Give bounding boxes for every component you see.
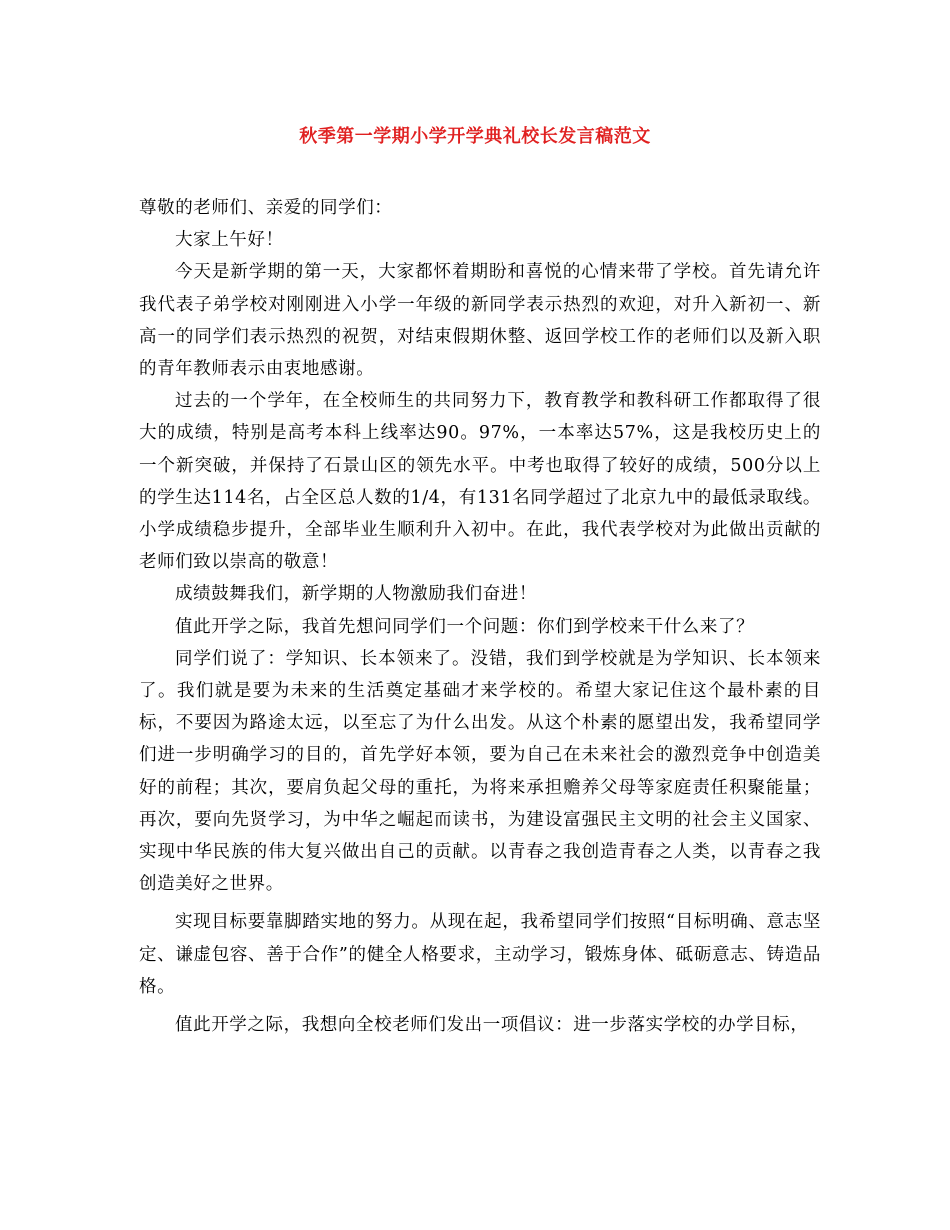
paragraph-greeting: 大家上午好！	[175, 230, 284, 251]
paragraph-purpose: 同学们说了：学知识、长本领来了。没错，我们到学校就是为学知识、长本领来了。我们就是要为未来的生活奠定基础才来学校的。希望大家记住这个最朴素的目标，不要因为路途太远，以至忘了为什么出发。从这个朴素的愿望出发，我希望同学们进一步明确学习的目的，首先学好本领，要为自己在未来社会的激烈竞争中创造美好的前程；其次，要肩负起父母的重托，为将来承担赡养父母等家庭责任积聚能量；再次，要向先贤学习，为中华之崛起而读书，为建设富强民主文明的社会主义国家、实现中华民族的伟大复兴做出自己的贡献。以青春之我创造青春之人类，以青春之我创造美好之世界。	[139, 648, 821, 895]
paragraph-teachers: 值此开学之际，我想向全校老师们发出一项倡议：进一步落实学校的办学目标，	[175, 1015, 809, 1036]
paragraph-question: 值此开学之际，我首先想问同学们一个问题：你们到学校来干什么来了？	[175, 616, 755, 637]
paragraph-effort: 实现目标要靠脚踏实地的努力。从现在起，我希望同学们按照“目标明确、意志坚定、谦虚包容、善于合作”的健全人格要求，主动学习，锻炼身体、砥砺意志、铸造品格。	[139, 912, 821, 997]
paragraph-welcome: 今天是新学期的第一天，大家都怀着期盼和喜悦的心情来带了学校。首先请允许我代表子弟学校对刚刚进入小学一年级的新同学表示热烈的欢迎，对升入新初一、新高一的同学们表示热烈的祝贺，对结束假期休整、返回学校工作的老师们以及新入职的青年教师表示由衷地感谢。	[139, 262, 821, 380]
salutation: 尊敬的老师们、亲爱的同学们：	[139, 198, 393, 218]
paragraph-achievements: 过去的一个学年，在全校师生的共同努力下，教育教学和教科研工作都取得了很大的成绩，特别是高考本科上线率达90。97%，一本率达57%，这是我校历史上的一个新突破，并保持了石景山区的领先水平。中考也取得了较好的成绩，500分以上的学生达114名，占全区总人数的1/4，有131名同学超过了北京九中的最低录取线。小学成绩稳步提升，全部毕业生顺利升入初中。在此，我代表学校对为此做出贡献的老师们致以崇高的敬意！	[139, 391, 821, 573]
document-title: 秋季第一学期小学开学典礼校长发言稿范文	[299, 126, 651, 147]
paragraph-encouragement: 成绩鼓舞我们，新学期的人物激励我们奋进！	[175, 584, 537, 605]
document-body	[139, 192, 821, 1041]
